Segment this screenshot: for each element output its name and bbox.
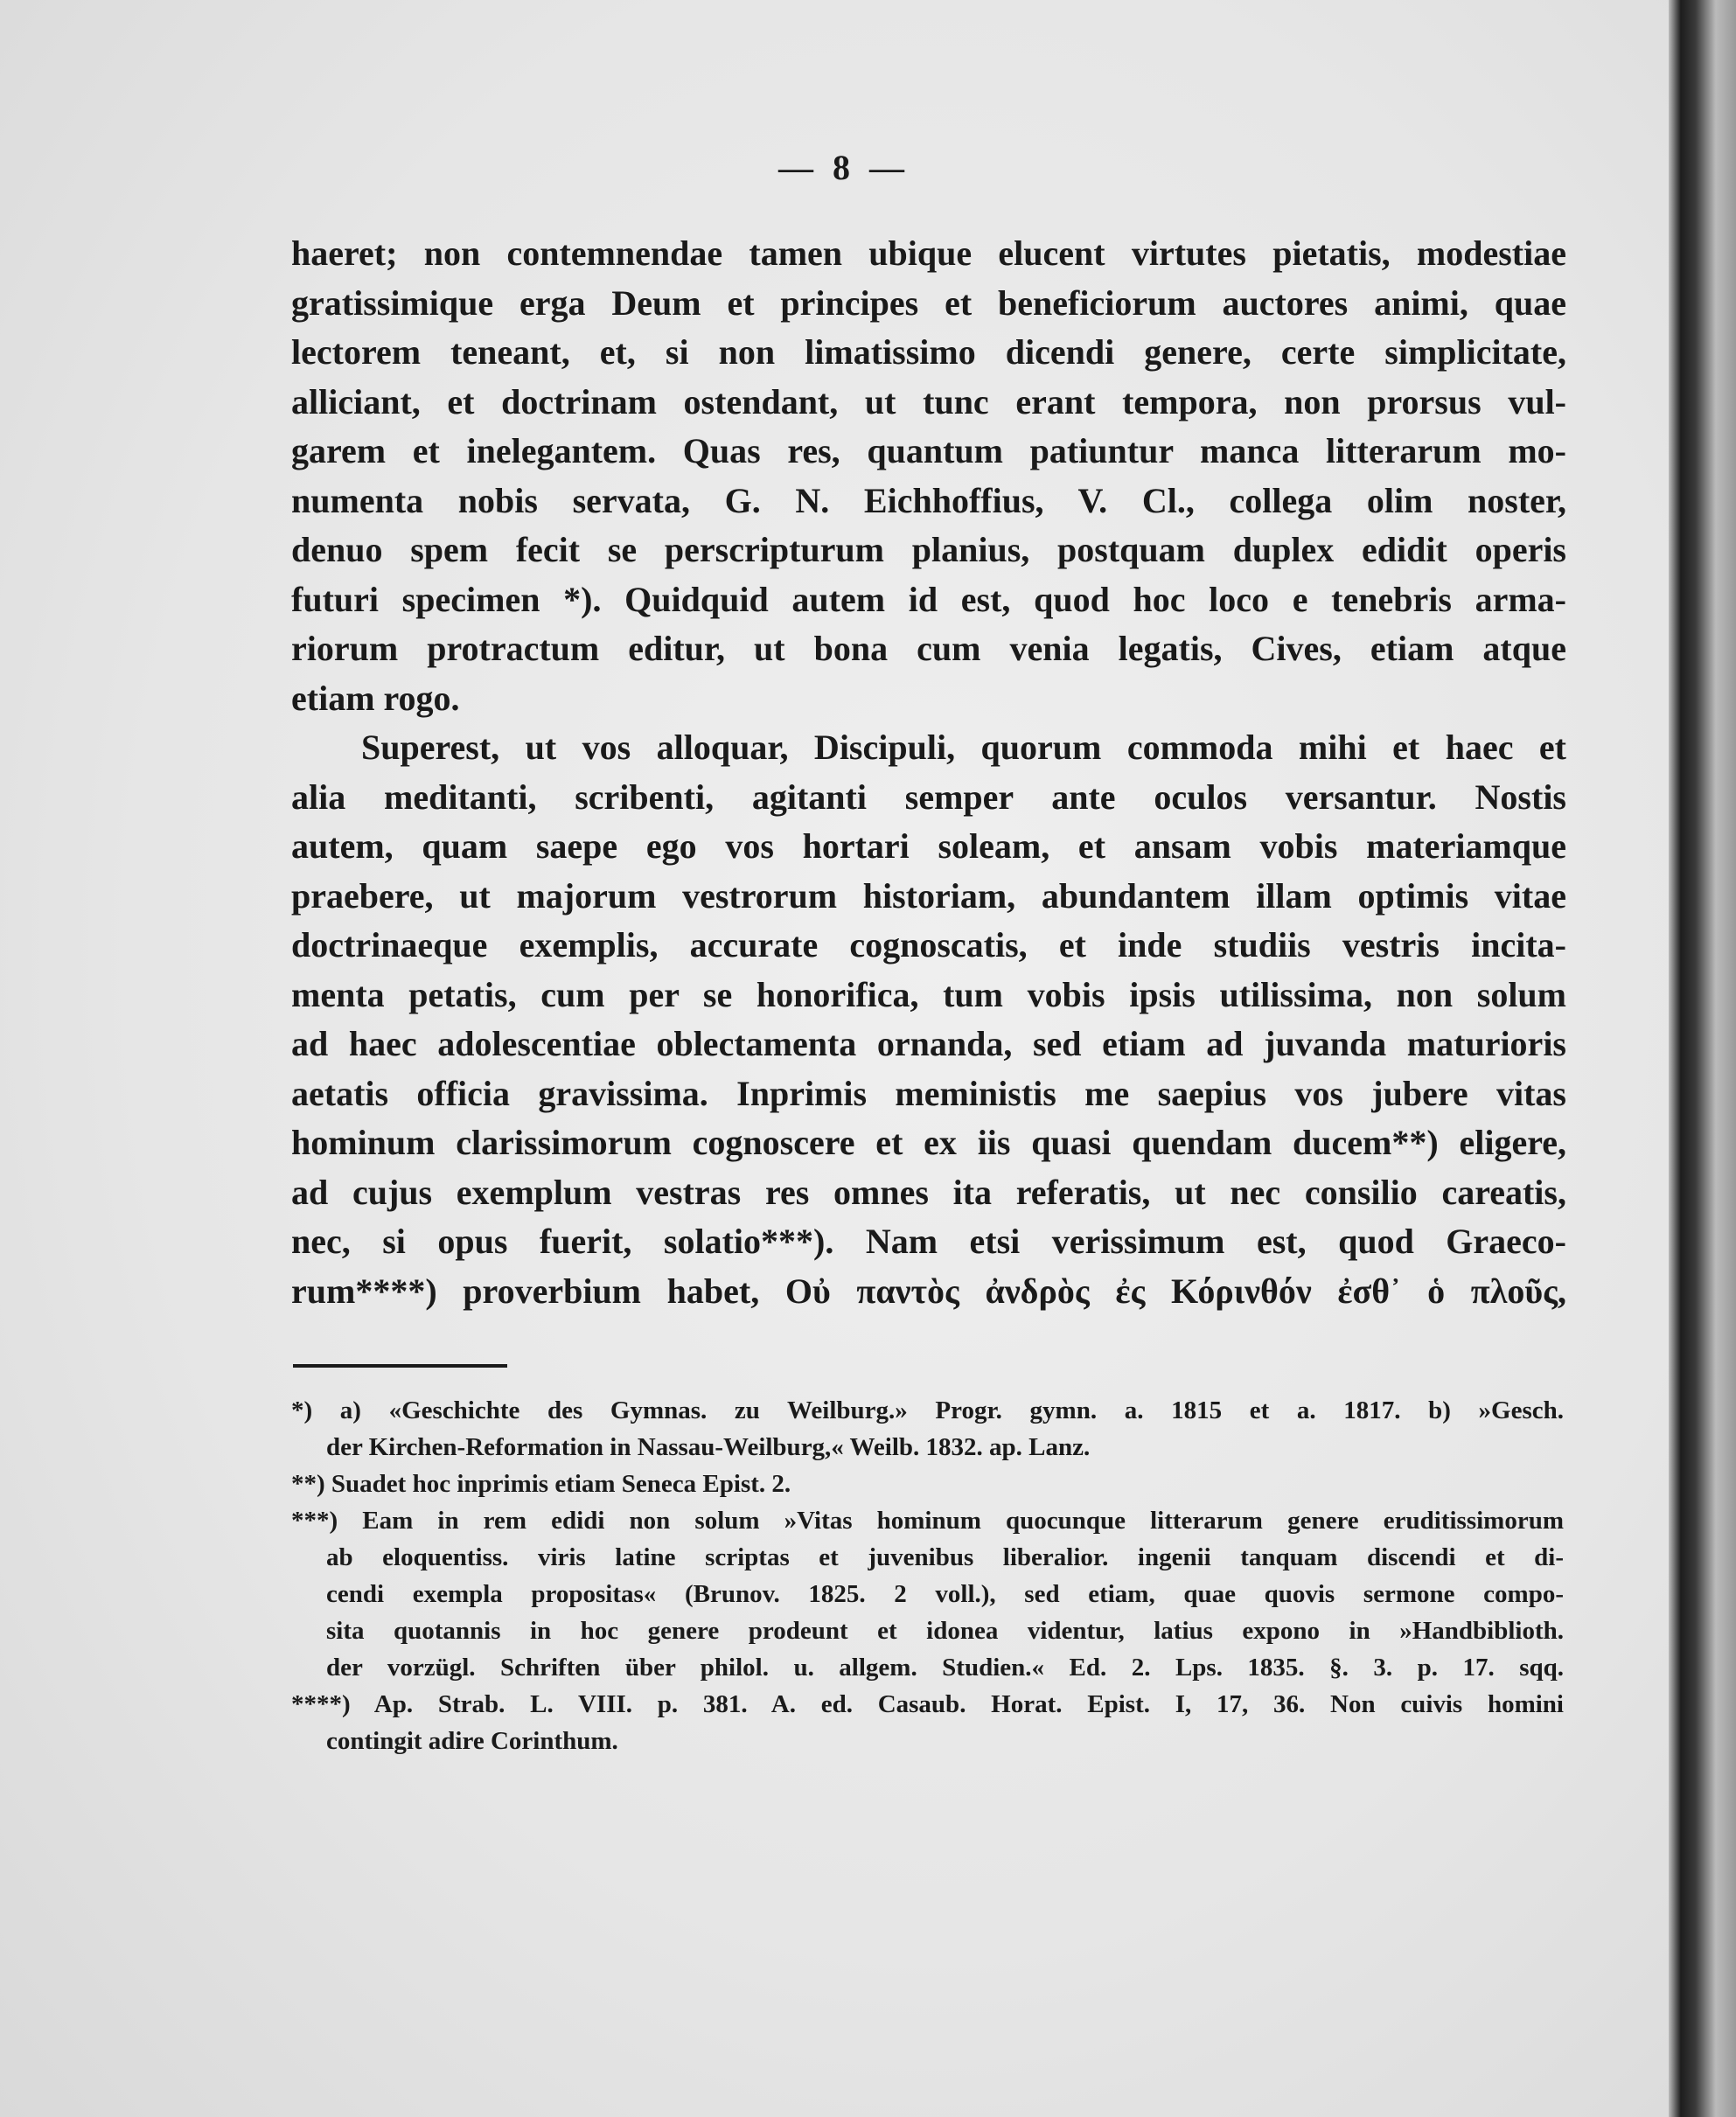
text-line: futuri specimen *). Quidquid autem id est, quod hoc loco e tenebris arma- [291, 579, 1566, 619]
text-line: doctrinaeque exemplis, accurate cognoscatis, et inde studiis vestris incita- [291, 925, 1566, 964]
footnote-line: ab eloquentiss. viris latine scriptas et juvenibus liberalior. ingenii tanquam discendi et di- [326, 1543, 1564, 1571]
footnote-line: **) Suadet hoc inprimis etiam Seneca Epist. 2. [291, 1470, 791, 1498]
text-line: numenta nobis servata, G. N. Eichhoffius, V. Cl., collega olim noster, [291, 480, 1566, 520]
text-line: ad haec adolescentiae oblectamenta ornanda, sed etiam ad juvanda maturioris [291, 1024, 1566, 1063]
text-line: denuo spem fecit se perscripturum planius, postquam duplex edidit operis [291, 530, 1566, 569]
text-line: alliciant, et doctrinam ostendant, ut tunc erant tempora, non prorsus vul- [291, 381, 1566, 421]
footnote-line: ***) Eam in rem edidi non solum »Vitas hominum quocunque litterarum genere eruditissimorum [291, 1507, 1564, 1535]
main-text [291, 229, 1566, 1316]
text-line: haeret; non contemnendae tamen ubique elucent virtutes pietatis, modestiae [291, 233, 1566, 273]
text-line: hominum clarissimorum cognoscere et ex iis quasi quendam ducem**) eligere, [291, 1123, 1566, 1162]
text-line: lectorem teneant, et, si non limatissimo dicendi genere, certe simplicitate, [291, 332, 1566, 372]
text-line: riorum protractum editur, ut bona cum venia legatis, Cives, etiam atque [291, 629, 1566, 668]
text-line: praebere, ut majorum vestrorum historiam, abundantem illam optimis vitae [291, 875, 1566, 916]
footnote-line: cendi exempla propositas« (Brunov. 1825. 2 voll.), sed etiam, quae quovis sermone compo- [326, 1580, 1564, 1608]
text-line: nec, si opus fuerit, solatio***). Nam etsi verissimum est, quod Graeco- [291, 1222, 1566, 1261]
text-line: rum****) proverbium habet, Οὐ παντὸς ἀνδρὸς ἐς Κόρινθόν ἐσθ᾽ ὁ πλοῦς, [291, 1271, 1566, 1311]
text-line: alia meditanti, scribenti, agitanti semper ante oculos versantur. Nostis [291, 776, 1566, 817]
text-line: garem et inelegantem. Quas res, quantum patiuntur manca litterarum mo- [291, 431, 1566, 470]
footnote-line: contingit adire Corinthum. [326, 1727, 618, 1755]
book-spine-gutter [1669, 0, 1736, 2117]
page-number: — 8 — [778, 148, 910, 187]
text-line: ad cujus exemplum vestras res omnes ita referatis, ut nec consilio careatis, [291, 1172, 1566, 1212]
footnote-line: der Kirchen-Reformation in Nassau-Weilburg,« Weilb. 1832. ap. Lanz. [326, 1433, 1091, 1461]
footnote-line: sita quotannis in hoc genere prodeunt et idonea videntur, latius expono in »Handbiblioth. [326, 1617, 1564, 1645]
text-line: gratissimique erga Deum et principes et beneficiorum auctores animi, quae [291, 282, 1566, 323]
footnote-line: der vorzügl. Schriften über philol. u. allgem. Studien.« Ed. 2. Lps. 1835. §. 3. p. 17. sqq. [326, 1654, 1564, 1682]
footnote-divider [293, 1364, 507, 1368]
footnotes [291, 1392, 1564, 1759]
text-line: autem, quam saepe ego vos hortari soleam, et ansam vobis materiamque [291, 826, 1566, 866]
footnote-line: *) a) «Geschichte des Gymnas. zu Weilburg.» Progr. gymn. a. 1815 et a. 1817. b) »Gesch. [291, 1396, 1564, 1424]
text-line: aetatis officia gravissima. Inprimis meministis me saepius vos jubere vitas [291, 1073, 1566, 1113]
text-line: menta petatis, cum per se honorifica, tum vobis ipsis utilissima, non solum [291, 974, 1566, 1014]
paragraph-start-line: Superest, ut vos alloquar, Discipuli, quorum commoda mihi et haec et [361, 728, 1566, 767]
footnote-line: ****) Ap. Strab. L. VIII. p. 381. A. ed. Casaub. Horat. Epist. I, 17, 36. Non cuivis homini [291, 1690, 1564, 1718]
text-line: etiam rogo. [291, 678, 460, 718]
